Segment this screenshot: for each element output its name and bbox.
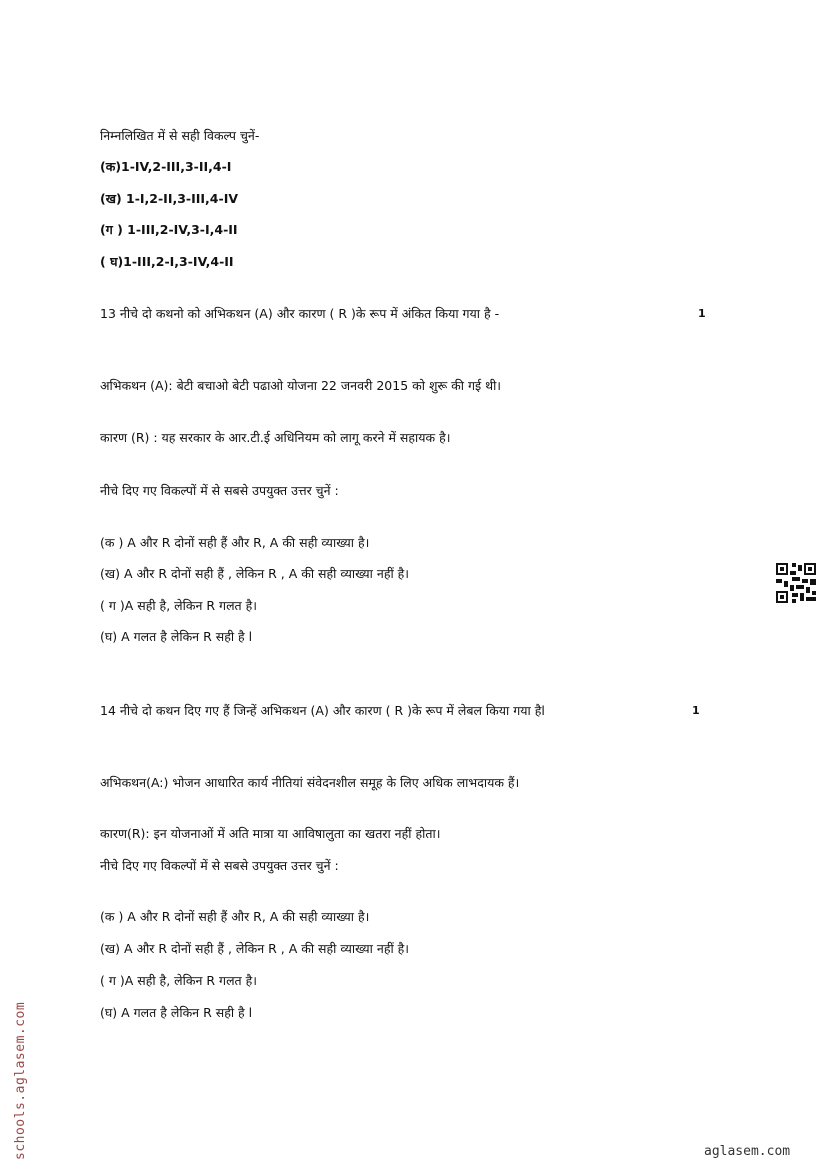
q12-option-b: (ख) 1-I,2-II,3-III,4-IV	[100, 191, 239, 206]
q13-reason: कारण (R) : यह सरकार के आर.टी.ई अधिनियम को लागू करने में सहायक है।	[100, 430, 451, 445]
q14-stem: 14 नीचे दो कथन दिए गए हैं जिन्हें अभिकथन (A) और कारण ( R )के रूप में लेबल किया गया हैl	[100, 703, 545, 718]
q13-instruction: नीचे दिए गए विकल्पों में से सबसे उपयुक्त उत्तर चुनें :	[100, 483, 339, 498]
q12-option-a: (क)1-IV,2-III,3-II,4-I	[100, 159, 232, 174]
q14-marks: 1	[692, 704, 700, 717]
q14-option-c: ( ग )A सही है, लेकिन R गलत है।	[100, 973, 258, 988]
q14-reason: कारण(R): इन योजनाओं में अति मात्रा या आविषालुता का खतरा नहीं होता।	[100, 826, 441, 841]
q13-stem: 13 नीचे दो कथनो को अभिकथन (A) और कारण ( R )के रूप में अंकित किया गया है -	[100, 306, 500, 321]
q13-option-d: (घ) A गलत है लेकिन R सही है l	[100, 629, 253, 644]
q13-option-c: ( ग )A सही है, लेकिन R गलत है।	[100, 598, 258, 613]
side-watermark: schools.aglasem.com	[13, 1001, 28, 1160]
q14-option-d: (घ) A गलत है लेकिन R सही है l	[100, 1005, 253, 1020]
q12-option-d: ( घ)1-III,2-I,3-IV,4-II	[100, 254, 234, 269]
footer-watermark: aglasem.com	[704, 1144, 791, 1159]
q14-option-a: (क ) A और R दोनों सही हैं और R, A की सही व्याख्या है।	[100, 909, 370, 924]
qr-code-icon	[776, 563, 816, 603]
q13-option-b: (ख) A और R दोनों सही हैं , लेकिन R , A की सही व्याख्या नहीं है।	[100, 566, 410, 581]
q12-instruction: निम्नलिखित में से सही विकल्प चुनें-	[100, 128, 260, 143]
q13-marks: 1	[698, 307, 706, 320]
q14-assertion: अभिकथन(A:) भोजन आधारित कार्य नीतियां संवेदनशील समूह के लिए अधिक लाभदायक हैं।	[100, 775, 520, 790]
q13-option-a: (क ) A और R दोनों सही हैं और R, A की सही व्याख्या है।	[100, 535, 370, 550]
q12-option-c: (ग ) 1-III,2-IV,3-I,4-II	[100, 222, 238, 237]
q14-instruction: नीचे दिए गए विकल्पों में से सबसे उपयुक्त उत्तर चुनें :	[100, 858, 339, 873]
q14-option-b: (ख) A और R दोनों सही हैं , लेकिन R , A की सही व्याख्या नहीं है।	[100, 941, 410, 956]
q13-assertion: अभिकथन (A): बेटी बचाओ बेटी पढाओ योजना 22 जनवरी 2015 को शुरू की गई थी।	[100, 378, 502, 393]
